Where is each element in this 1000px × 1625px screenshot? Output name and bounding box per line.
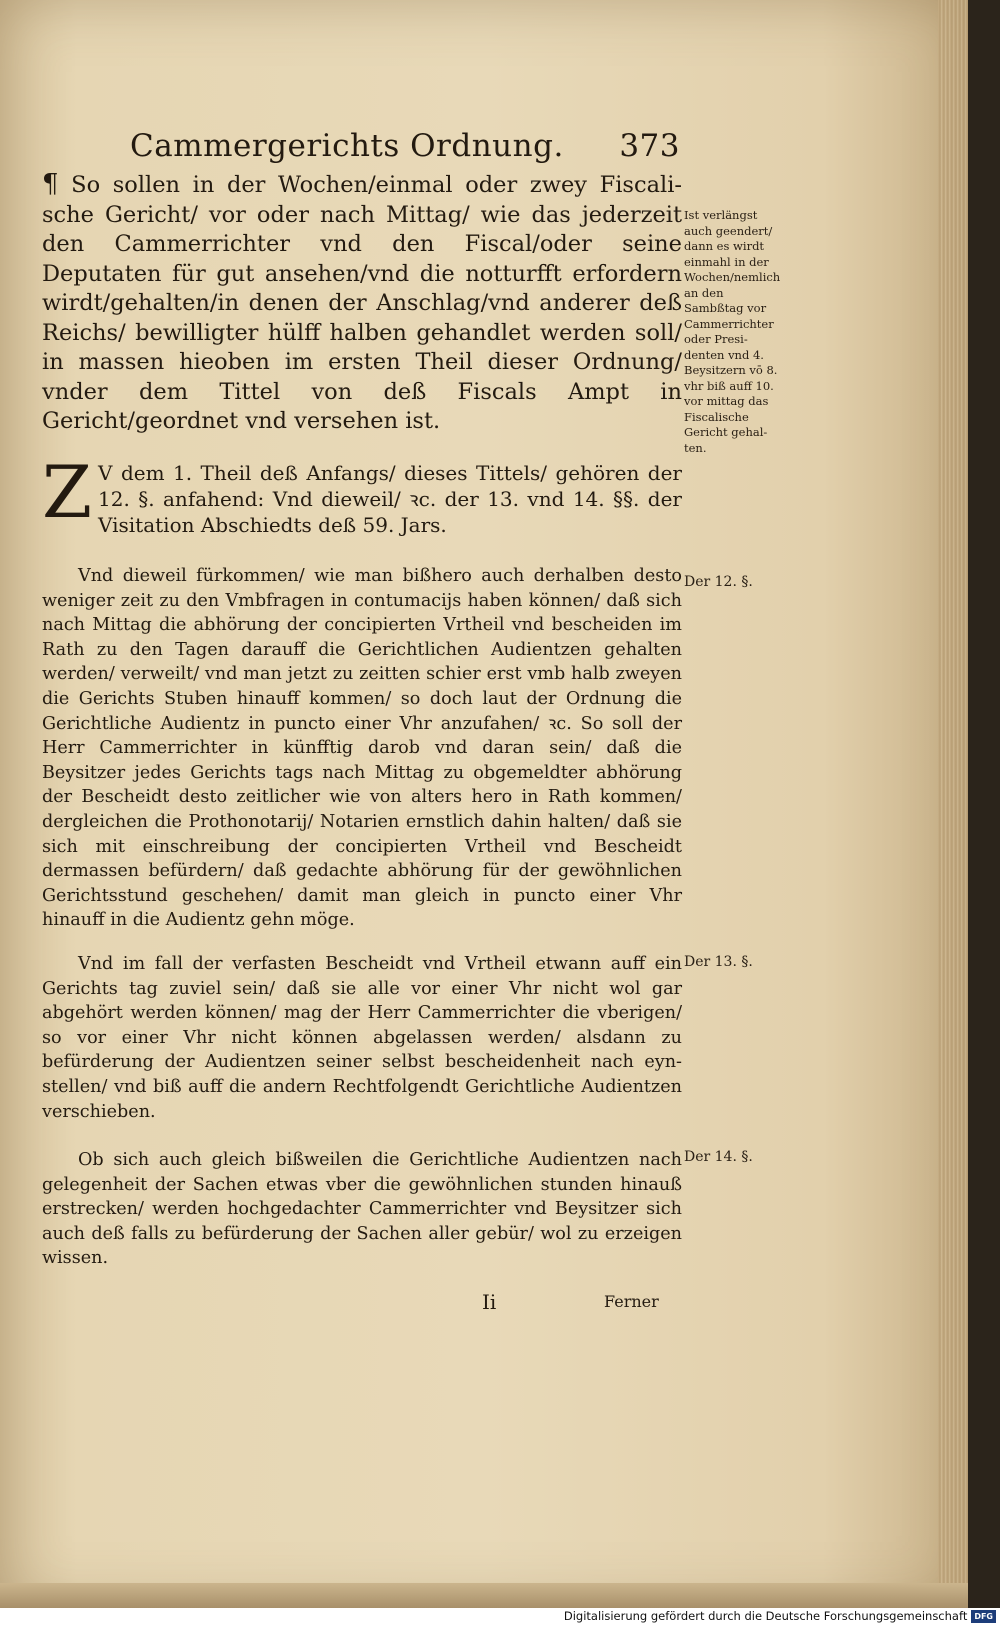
- paragraph-2-text: V dem 1. Theil deß Anfangs/ dieses Tittels/ gehören der 12. §. anfahend: Vnd dieweil/ ꝛc. der 13. vnd 14. §§. der Visitation Abschiedts deß 59. Jars.: [98, 461, 682, 537]
- margin-note-1: Ist verlängst auch geendert/ dann es wirdt einmahl in der Wochen/nemlich an den Sambßtag vor Cammerrichter oder Presidenten vnd 4. Beysitzern vō 8. vhr biß auff 10. vor mittag das Fiscalische Gericht gehalten.: [684, 208, 781, 455]
- pilcrow-icon: ¶: [42, 169, 59, 199]
- margin-note-4: Der 14. §.: [684, 1149, 753, 1165]
- paragraph-3-text: Vnd dieweil fürkommen/ wie man bißhero auch derhalben desto weniger zeit zu den Vmbfragen in contumacijs haben können/ daß sich nach Mittag die abhörung der concipierten Vrtheil vnd bescheiden im Rath zu den Tagen darauff die Gerichtlichen Audientzen gehalten werden/ verweilt/ vnd man jetzt zu zeitten schier erst vmb halb zweyen die Gerichts Stuben hinauff kommen/ so doch laut der Ordnung die Gerichtliche Audientz in puncto einer Vhr anzufahen/ ꝛc. So soll der Herr Cammerrichter in künfftig darob vnd daran sein/ daß die Beysitzer jedes Gerichts tags nach Mittag zu obgemeldter abhörung der Bescheidt desto zeitlicher wie von alters hero in Rath kommen/ dergleichen die Prothonotarij/ Notarien ernstlich dahin halten/ daß sie sich mit einschreibung der concipierten Vrtheil vnd Bescheidt dermassen befürdern/ daß gedachte abhörung für der gewöhnlichen Gerichtsstund geschehen/ damit man gleich in puncto einer Vhr hinauff in die Audientz gehn möge.: [42, 566, 682, 931]
- paragraph-5-text: Ob sich auch gleich bißweilen die Gerichtliche Audientzen nach gelegenheit der Sachen etwas vber die gewöhnlichen stunden hinauß erstrecken/ werden hochgedachter Cammerrichter vnd Beysitzer sich auch deß falls zu befürderung der Sachen aller gebür/ wol zu erzeigen wissen.: [42, 1150, 682, 1269]
- paragraph-2: [42, 450, 682, 538]
- paragraph-5: [42, 1148, 682, 1271]
- page-edge: [938, 0, 968, 1608]
- page-bottom-edge: [0, 1583, 968, 1608]
- dfg-logo-icon: DFG: [971, 1610, 996, 1623]
- paragraph-1-text: So sollen in der Wochen/einmal oder zwey Fiscalische Gericht/ vor oder nach Mittag/ wie das jederzeit den Cammerrichter vnd den Fiscal/oder seine Deputaten für gut ansehen/vnd die notturfft erfordern wirdt/gehalten/in denen der Anschlag/vnd anderer deß Reichs/ bewilligter hülff halben gehandlet werden soll/ in massen hieoben im ersten Theil dieser Ordnung/ vnder dem Tittel von deß Fiscals Ampt in Gericht/geordnet vnd versehen ist.: [42, 172, 682, 434]
- paragraph-4: [42, 952, 682, 1124]
- paragraph-3: [42, 564, 682, 933]
- paragraph-4-text: Vnd im fall der verfasten Bescheidt vnd Vrtheil etwann auff ein Gerichts tag zuviel sein/ daß sie alle vor einer Vhr nicht wol gar abgehört werden können/ mag der Herr Cammerrichter die vberigen/ so vor einer Vhr nicht können abgelassen werden/ alsdann zu befürderung der Audientzen seiner selbst bescheidenheit nach eynstellen/ vnd biß auff die andern Rechtfolgendt Gerichtliche Audientzen verschieben.: [42, 954, 682, 1122]
- paragraph-1: [42, 170, 682, 437]
- drop-cap: Z: [42, 450, 93, 534]
- margin-note-2: Der 12. §.: [684, 574, 753, 590]
- running-header: [130, 128, 680, 164]
- signature-mark: Ii: [482, 1290, 497, 1314]
- page-number: 373: [619, 128, 680, 164]
- header-title: Cammergerichts Ordnung.: [130, 128, 564, 164]
- digitization-footer: [0, 1608, 1000, 1625]
- margin-note-3: Der 13. §.: [684, 954, 753, 970]
- footer-text: Digitalisierung gefördert durch die Deutsche Forschungsgemeinschaft: [563, 1609, 968, 1623]
- catchword: Ferner: [604, 1292, 659, 1311]
